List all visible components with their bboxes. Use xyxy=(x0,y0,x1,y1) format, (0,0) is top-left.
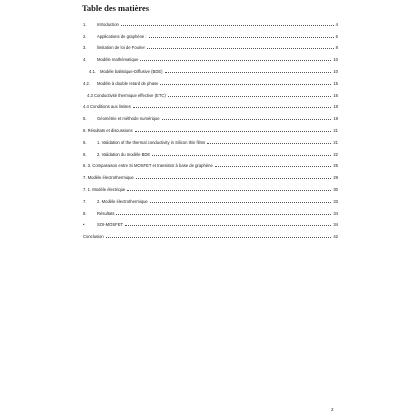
toc-entry[interactable] xyxy=(83,121,338,133)
toc-entry-text: Introduction xyxy=(97,21,119,27)
toc-entry-page: 42 xyxy=(333,234,338,240)
toc-entry-page: 22 xyxy=(333,151,338,157)
toc-leader-dots xyxy=(150,199,332,203)
toc-entry-number: 3. xyxy=(83,45,87,51)
toc-entry[interactable] xyxy=(83,168,338,180)
toc-entry-text: 1. Validation of the thermal conductivity in Silicon thin films xyxy=(97,139,206,145)
toc-entry-page: 34 xyxy=(333,222,338,228)
toc-entry-text: limitation de loi de Fourier xyxy=(97,45,145,51)
toc-leader-dots xyxy=(149,34,334,38)
toc-leader-dots xyxy=(207,140,331,144)
toc-entry[interactable] xyxy=(83,86,338,98)
toc-entry-page: 4 xyxy=(335,21,338,27)
toc-entry[interactable] xyxy=(83,98,338,110)
toc-leader-dots xyxy=(135,128,332,132)
toc-entry-page: 30 xyxy=(333,186,338,192)
toc-entry-text: 2. Modèle électrothermique xyxy=(97,198,148,204)
toc-entry-page: 10 xyxy=(333,57,338,63)
toc-entry[interactable] xyxy=(83,109,338,121)
toc-entry-text: Géométrie et méthode numérique xyxy=(97,116,160,122)
toc-entry-page: 8 xyxy=(335,45,338,51)
toc-entry-text: 4.4 Conditions aux limites xyxy=(83,104,131,110)
toc-entry[interactable] xyxy=(83,157,338,169)
toc-entry-number: 6. xyxy=(83,139,87,145)
toc-leader-dots xyxy=(147,45,334,49)
toc-entry-page: 21 xyxy=(333,139,338,145)
toc-entry-page: 25 xyxy=(333,163,338,169)
toc-entry[interactable] xyxy=(83,204,338,216)
toc-entry-number: 6. xyxy=(83,151,87,157)
toc-entry-text: 6. 3. Comparaison entre Si MOSFET et transistor à base de graphène xyxy=(83,163,213,169)
toc-entry-text: Résultats xyxy=(97,210,115,216)
toc-entry-page: 10 xyxy=(333,68,338,74)
toc-entry-page: 6 xyxy=(335,33,338,39)
toc-entry-text: 7. 1. Modèle électrique xyxy=(83,186,126,192)
toc-leader-dots xyxy=(162,116,332,120)
toc-entry[interactable] xyxy=(83,145,338,157)
toc-entry-page: 21 xyxy=(333,127,338,133)
toc-leader-dots xyxy=(136,175,332,179)
page-number: 2 xyxy=(331,407,334,412)
toc-entry-page: 29 xyxy=(333,175,338,181)
toc-entry-text: 4.3 Conductivité thermique effective (ETC) xyxy=(87,92,166,98)
toc-leader-dots xyxy=(127,187,331,191)
toc-leader-dots xyxy=(116,211,331,215)
toc-entry-text: Conclusion xyxy=(83,234,104,240)
toc-entry-number: 7. xyxy=(83,198,87,204)
toc-entry-text: Modèle balistique-Diffusive (BDE) xyxy=(100,68,163,74)
toc-entry[interactable] xyxy=(83,180,338,192)
toc-entry-text: 7. Modèle électrothermique xyxy=(83,175,134,181)
toc-entry-number: 1. xyxy=(83,21,87,27)
toc-entry-page: 16 xyxy=(333,92,338,98)
toc-entry-number: 8. xyxy=(83,210,87,216)
toc-entry-number: 4.1. xyxy=(89,68,96,74)
toc-entry[interactable] xyxy=(83,62,338,74)
toc-entry-number: 4.2. xyxy=(83,80,90,86)
toc-entry[interactable] xyxy=(83,227,338,239)
toc-entry-number: 4. xyxy=(83,57,87,63)
toc-entry-text: Applications de graphène : xyxy=(97,33,147,39)
toc-entry-text: 6. Résultats et discussions xyxy=(83,127,133,133)
toc-leader-dots xyxy=(165,69,332,73)
toc-list xyxy=(83,15,338,239)
toc-leader-dots xyxy=(168,93,332,97)
toc-leader-dots xyxy=(140,57,331,61)
toc-entry-page: 18 xyxy=(333,104,338,110)
toc-entry[interactable] xyxy=(83,27,338,39)
toc-entry-page: 34 xyxy=(333,210,338,216)
toc-entry[interactable] xyxy=(83,133,338,145)
toc-entry-page: 15 xyxy=(333,80,338,86)
toc-entry-text: 2. Validation du modèle BDE xyxy=(97,151,151,157)
toc-entry-number: 2. xyxy=(83,33,87,39)
toc-leader-dots xyxy=(215,163,332,167)
toc-entry[interactable] xyxy=(83,15,338,27)
toc-leader-dots xyxy=(121,22,334,26)
toc-entry-number: 5. xyxy=(83,116,87,122)
toc-entry[interactable] xyxy=(83,192,338,204)
toc-entry-page: 33 xyxy=(333,198,338,204)
toc-leader-dots xyxy=(160,81,331,85)
toc-title: Table des matières xyxy=(82,3,150,13)
toc-leader-dots xyxy=(133,104,332,108)
toc-leader-dots xyxy=(125,222,331,226)
toc-entry-text: Modèle à double retard de phase xyxy=(97,80,159,86)
toc-entry[interactable] xyxy=(83,50,338,62)
toc-entry[interactable] xyxy=(83,216,338,228)
toc-leader-dots xyxy=(106,234,332,238)
toc-entry-number: • xyxy=(83,222,85,228)
toc-leader-dots xyxy=(152,152,331,156)
toc-entry-page: 19 xyxy=(333,116,338,122)
toc-entry[interactable] xyxy=(83,74,338,86)
toc-entry-label xyxy=(83,234,105,239)
toc-entry[interactable] xyxy=(83,39,338,51)
toc-entry-text: SOI-MOSFET xyxy=(97,222,124,228)
toc-entry-text: Modèle mathématique xyxy=(97,57,139,63)
